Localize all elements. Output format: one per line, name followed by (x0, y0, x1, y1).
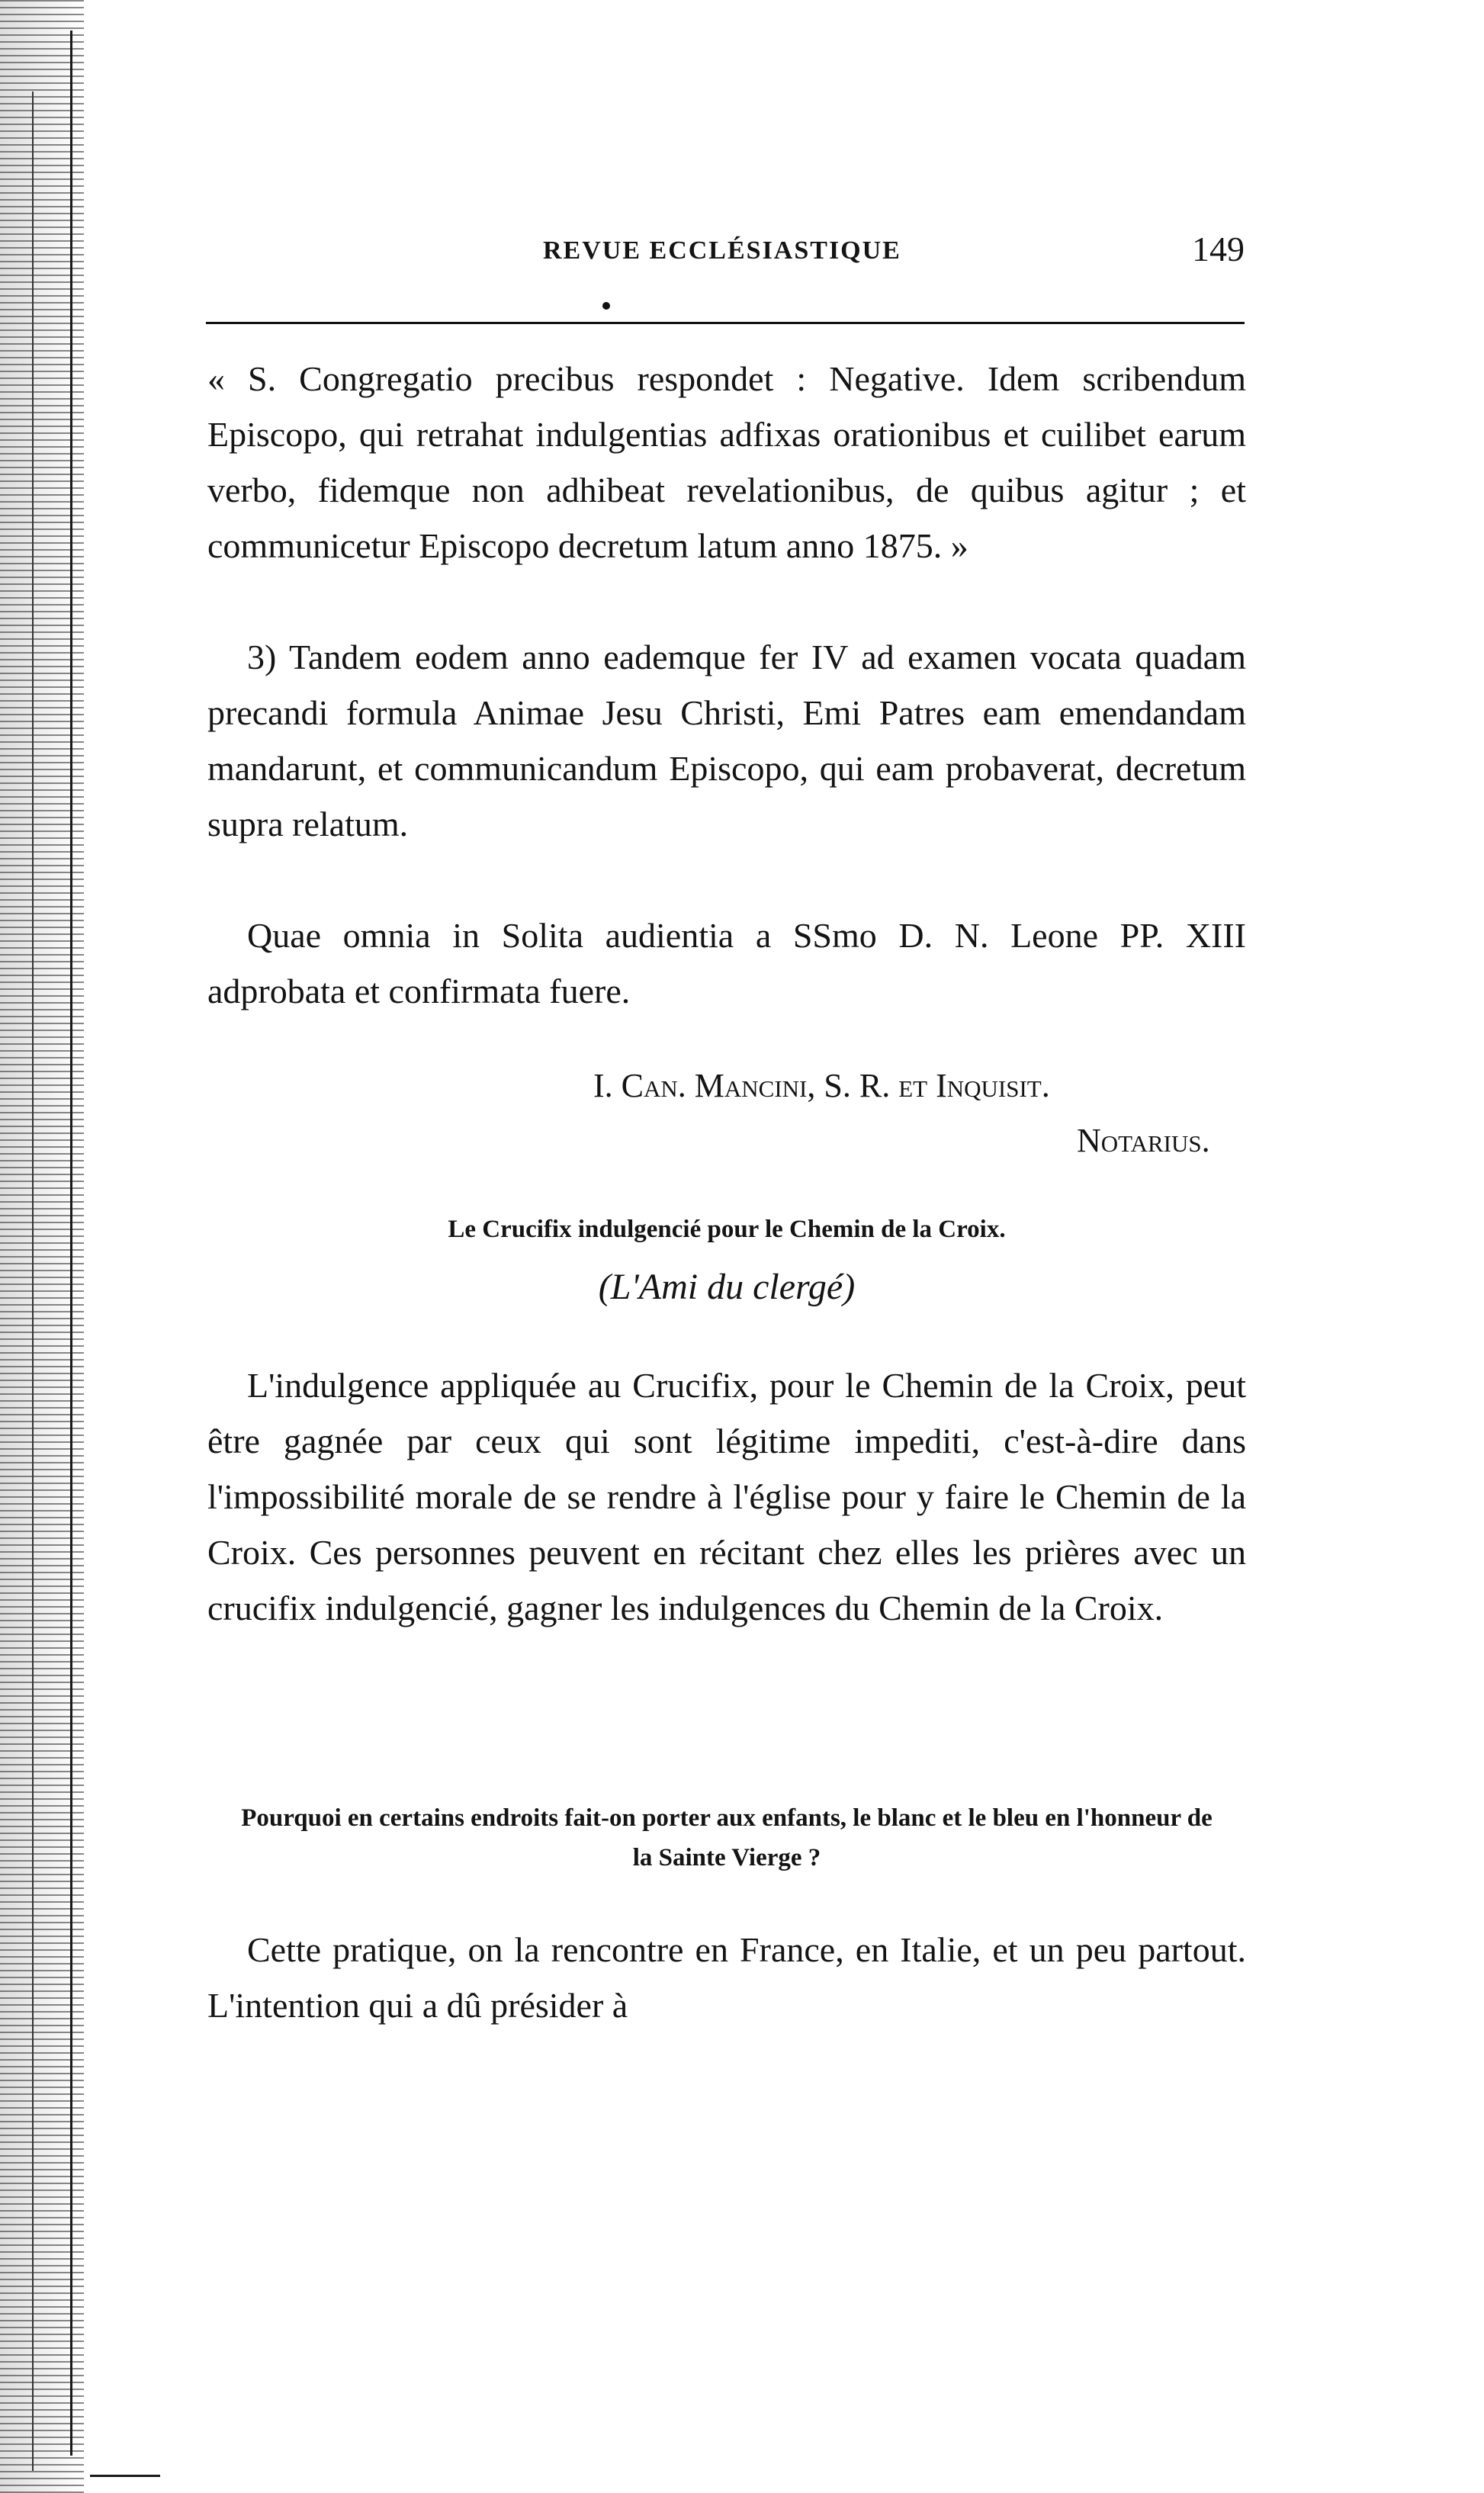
signature-line-1: I. Can. Mancini, S. R. et Inquisit. (593, 1067, 1050, 1104)
paragraph-decree-response: « S. Congregatio precibus respondet : Negative. Idem scribendum Episcopo, qui retrahat indulgentias adfixas orationibus et cuilibet earum verbo, fidemque non adhibeat revelationibus, de quibus agitur ; et communicetur Episcopo decretum latum anno 1875. » (207, 359, 1246, 565)
page-edge-line (70, 31, 72, 2456)
binding-shadow-line (32, 92, 34, 2471)
paragraph-pratique: Cette pratique, on la rencontre en France, en Italie, et un peu partout. L'intention qui a dû présider à (207, 1930, 1246, 2025)
page-header (207, 229, 1245, 282)
signature-line-2: Notarius. (1077, 1122, 1210, 1159)
section-heading-crucifix: Le Crucifix indulgencié pour le Chemin de la Croix. (448, 1216, 1006, 1243)
page-number: 149 (1192, 230, 1245, 268)
paragraph-quae-omnia: Quae omnia in Solita audientia a SSmo D. N. Leone PP. XIII adprobata et confirmata fuere. (207, 916, 1246, 1010)
paragraph-tandem: 3) Tandem eodem anno eademque fer IV ad examen vocata quadam precandi formula Animae Jesu Christi, Emi Patres eam emendandam mandarunt, et communicandum Episcopo, qui eam probaverat, decretum supra relatum. (207, 638, 1246, 843)
header-rule (206, 322, 1245, 324)
page-corner-line (90, 2475, 160, 2477)
running-title: REVUE ECCLÉSIASTIQUE (543, 236, 901, 265)
section-heading-white-blue: Pourquoi en certains endroits fait-on porter aux enfants, le blanc et le bleu en l'honneur de la Sainte Vierge ? (241, 1804, 1213, 1871)
source-citation: (L'Ami du clergé) (598, 1267, 856, 1307)
paragraph-indulgence-crucifix: L'indulgence appliquée au Crucifix, pour le Chemin de la Croix, peut être gagnée par ceux qui sont légitime impediti, c'est-à-dire dans l'impossibilité morale de se rendre à l'église pour y faire le Chemin de la Croix. Ces personnes peuvent en récitant chez elles les prières avec un crucifix indulgencié, gagner les indulgences du Chemin de la Croix. (207, 1366, 1246, 1627)
header-dot (602, 302, 610, 310)
